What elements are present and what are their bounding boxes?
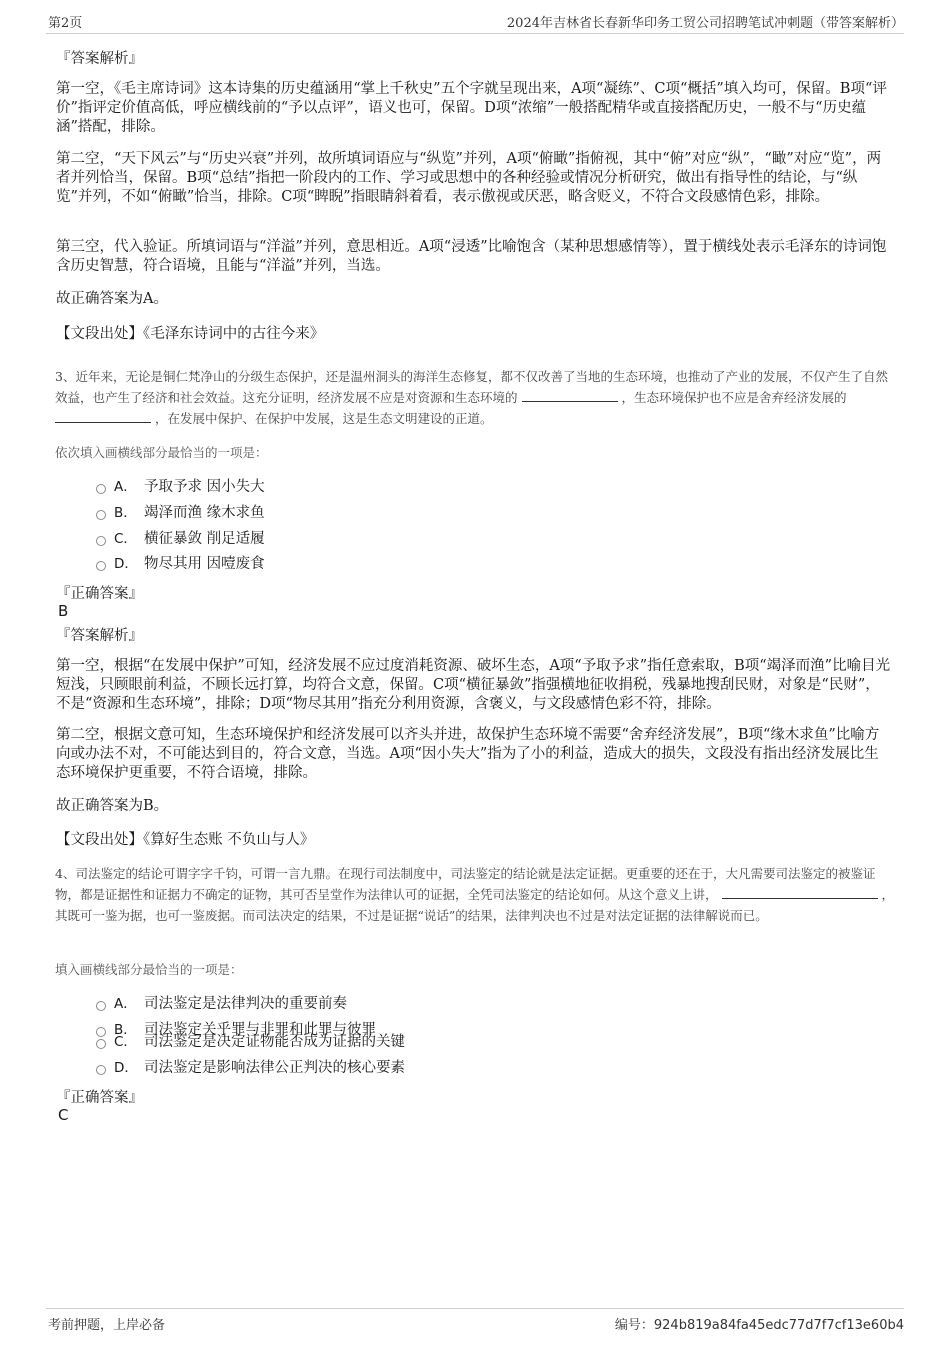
q2-analysis-label: 『答案解析』 xyxy=(56,51,143,67)
q3-option-d[interactable]: D． 物尽其用 因噎废食 xyxy=(96,554,265,574)
q3-conclusion: 故正确答案为B。 xyxy=(56,798,169,814)
q3-analysis-label: 『答案解析』 xyxy=(56,628,143,644)
radio-icon[interactable] xyxy=(96,536,106,546)
radio-icon[interactable] xyxy=(96,561,106,571)
q4-blank xyxy=(722,884,878,899)
radio-icon[interactable] xyxy=(96,1065,106,1075)
q2-analysis-p1: 第一空，《毛主席诗词》这本诗集的历史蕴涵用“掌上千秋史”五个字就呈现出来，A项“凝练”、C项“概括”填入均可，保留。B项“评价”指评定价值高低，呼应横线前的“予以点评”，语义也可，保留。D项“浓缩”一般搭配精华或直接搭配历史，一般不与“历史蕴涵”搭配，排除。 xyxy=(56,81,887,135)
header-divider xyxy=(46,33,904,34)
code-value: 924b819a84fa45edc77d7f7cf13e60b4 xyxy=(653,1318,904,1333)
radio-icon[interactable] xyxy=(96,510,106,520)
q3-answer-label: 『正确答案』 xyxy=(56,586,143,602)
q3-option-c[interactable]: C． 横征暴敛 削足适履 xyxy=(96,529,265,549)
q2-conclusion: 故正确答案为A。 xyxy=(56,291,168,307)
code-label: 编号： xyxy=(614,1318,654,1333)
q2-source: 【文段出处】《毛泽东诗词中的古往今来》 xyxy=(56,326,325,342)
q3-blank-2 xyxy=(55,408,151,423)
q3-blank-1 xyxy=(522,387,618,402)
footer-slogan: 考前押题，上岸必备 xyxy=(48,1318,166,1333)
document-title: 2024年吉林省长春新华印务工贸公司招聘笔试冲刺题（带答案解析） xyxy=(506,16,904,31)
q4-option-d[interactable]: D． 司法鉴定是影响法律公正判决的核心要素 xyxy=(96,1058,405,1078)
q3-analysis-p2: 第二空，根据文意可知，生态环境保护和经济发展可以齐头并进，故保护生态环境不需要“舍弃经济发展”，B项“缘木求鱼”比喻方向或办法不对，不可能达到目的，符合文意，当选。A项“因小失大”指为了小的利益，造成大的损失，文段没有指出经济发展比生态环境保护更重要，不符合语境，排除。 xyxy=(56,727,880,781)
q4-answer-label: 『正确答案』 xyxy=(56,1090,143,1106)
q4-stem-part-a: 4、司法鉴定的结论可谓字字千钧，可谓一言九鼎。在现行司法制度中，司法鉴定的结论就是法定证据。更重要的还在于，大凡需要司法鉴定的被鉴证物，都是证据性和证据力不确定的证物，其可否呈堂作为法律认可的证据，全凭司法鉴定的结论如何。从这个意义上讲， xyxy=(55,866,876,902)
q3-option-b[interactable]: B． 竭泽而渔 缘木求鱼 xyxy=(96,503,265,523)
q4-option-b[interactable]: B． 司法鉴定关乎罪与非罪和此罪与彼罪 xyxy=(96,1020,376,1040)
q4-stem xyxy=(55,863,897,926)
q3-prompt: 依次填入画横线部分最恰当的一项是： xyxy=(55,445,268,460)
q3-stem-part-c: ，在发展中保护、在保护中发展，这是生态文明建设的正道。 xyxy=(154,411,493,426)
radio-icon[interactable] xyxy=(96,1039,106,1049)
q3-stem xyxy=(55,366,897,429)
q3-option-a[interactable]: A． 予取予求 因小失大 xyxy=(96,477,265,497)
q3-stem-part-a: 3、近年来，无论是铜仁梵净山的分级生态保护，还是温州洞头的海洋生态修复，都不仅改善了当地的生态环境，也推动了产业的发展，不仅产生了自然效益，也产生了经济和社会效益。这充分证明，经济发展不应是对资源和生态环境的 xyxy=(55,369,888,405)
radio-icon[interactable] xyxy=(96,1001,106,1011)
q4-option-a[interactable]: A． 司法鉴定是法律判决的重要前奏 xyxy=(96,994,347,1014)
document-code xyxy=(615,1314,904,1333)
q2-analysis-p3: 第三空，代入验证。所填词语与“洋溢”并列，意思相近。A项“浸透”比喻饱含（某种思想感情等），置于横线处表示毛泽东的诗词饱含历史智慧，符合语境，且能与“洋溢”并列，当选。 xyxy=(56,239,887,274)
q3-stem-part-b: ，生态环境保护也不应是舍弃经济发展的 xyxy=(621,390,847,405)
q4-stem-part-b: ，其既可一鉴为据，也可一鉴废据。而司法决定的结果，不过是证据“说话”的结果，法律判决也不过是对法定证据的法律解说而已。 xyxy=(55,887,894,923)
footer-divider xyxy=(46,1308,904,1309)
q4-answer: C xyxy=(58,1106,69,1124)
q3-analysis-p1: 第一空，根据“在发展中保护”可知，经济发展不应过度消耗资源、破坏生态，A项“予取予求”指任意索取，B项“竭泽而渔”比喻目光短浅，只顾眼前利益，不顾长远打算，均符合文意，保留。C项“横征暴敛”指强横地征收捐税，残暴地搜刮民财，对象是“民财”，不是“资源和生态环境”，排除；D项“物尽其用”指充分利用资源，含褒义，与文段感情色彩不符，排除。 xyxy=(56,658,891,712)
q4-prompt: 填入画横线部分最恰当的一项是： xyxy=(55,962,243,977)
q2-analysis-p2: 第二空，“天下风云”与“历史兴衰”并列，故所填词语应与“纵览”并列，A项“俯瞰”指俯视，其中“俯”对应“纵”，“瞰”对应“览”，两者并列恰当，保留。B项“总结”指把一阶段内的工作、学习或思想中的各种经验或情况分析研究，做出有指导性的结论，与“纵览”并列，不如“俯瞰”恰当，排除。C项“睥睨”指眼睛斜着看，表示傲视或厌恶，略含贬义，不符合文段感情色彩，排除。 xyxy=(56,151,882,205)
q4-option-c[interactable]: C． 司法鉴定是决定证物能否成为证据的关键 xyxy=(96,1032,405,1052)
page-number: 第2页 xyxy=(48,16,83,31)
radio-icon[interactable] xyxy=(96,484,106,494)
q3-answer: B xyxy=(58,602,69,620)
q3-source: 【文段出处】《算好生态账 不负山与人》 xyxy=(56,832,315,848)
